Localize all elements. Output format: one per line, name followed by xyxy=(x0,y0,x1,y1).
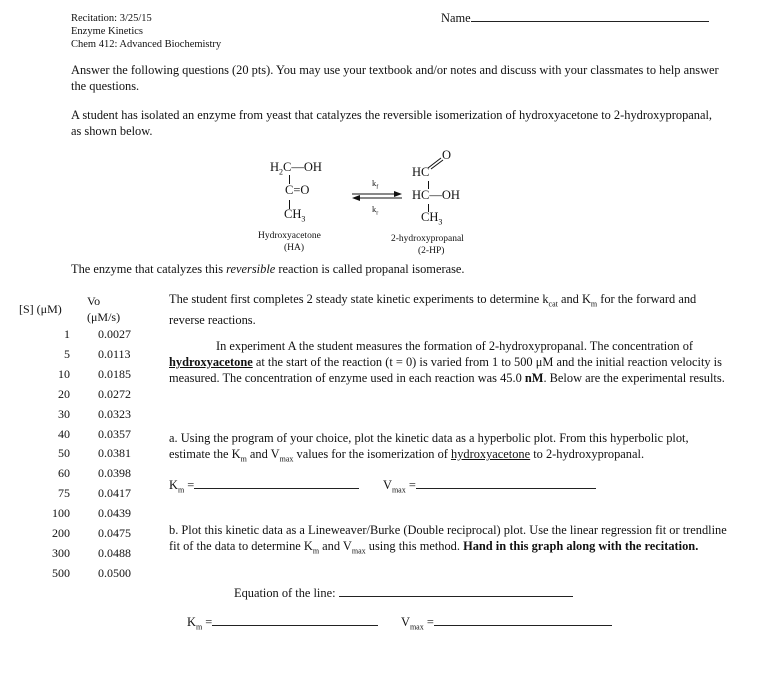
product-carbonyl-bond xyxy=(427,156,445,170)
velocity-cell: 0.0439 xyxy=(98,506,131,521)
question-b-km-blank[interactable] xyxy=(212,614,378,626)
reactant-top: $H_2C—OH$ xyxy=(270,160,322,177)
product-top: HC xyxy=(412,165,430,179)
substrate-cell: 20 xyxy=(58,386,70,401)
equilibrium-arrows xyxy=(350,190,404,202)
course: Chem 412: Advanced Biochemistry xyxy=(71,39,222,50)
substrate-cell: 50 xyxy=(58,446,70,461)
table-header-substrate: [S] (μM) xyxy=(19,302,62,316)
question-a-vmax-blank[interactable] xyxy=(416,477,596,489)
reactant-name: Hydroxyacetone xyxy=(258,231,321,241)
reactant-mid: C=O xyxy=(285,183,310,197)
velocity-cell: 0.0357 xyxy=(98,426,131,441)
steady-state-paragraph: The student first completes 2 steady state kinetic experiments to determine $k_{cat}$ and $K_m$ for the forward and reverse reactions. xyxy=(169,292,697,328)
substrate-cell: 30 xyxy=(58,406,70,421)
product-oxygen: O xyxy=(442,148,452,162)
velocity-cell: 0.0500 xyxy=(98,565,131,580)
question-a-km-answer[interactable]: $K_m$ = xyxy=(169,477,359,494)
name-field[interactable] xyxy=(441,10,709,26)
equation-of-line-answer[interactable]: Equation of the line: xyxy=(234,585,573,601)
recitation-date: Recitation: 3/25/15 xyxy=(71,13,152,24)
substrate-cell: 300 xyxy=(52,545,70,560)
question-a-km-blank[interactable] xyxy=(194,477,359,489)
substrate-cell: 1 xyxy=(64,327,70,341)
product-bottom: $CH_3$ xyxy=(421,210,443,227)
velocity-cell: 0.0475 xyxy=(98,526,131,540)
substrate-cell: 5 xyxy=(64,346,70,361)
substrate-cell: 100 xyxy=(52,506,70,521)
product-abbr: (2-HP) xyxy=(418,246,445,256)
table-header-velocity-a: Vo xyxy=(87,294,101,308)
velocity-cell: 0.0027 xyxy=(98,327,131,341)
substrate-cell: 200 xyxy=(52,526,70,540)
enzyme-description: A student has isolated an enzyme from yeast that catalyzes the reversible isomerization of hydroxyacetone to 2-hydroxypropanal, as shown below. xyxy=(71,108,713,138)
substrate-cell: 60 xyxy=(58,466,70,481)
substrate-cell: 500 xyxy=(52,565,70,580)
velocity-cell: 0.0398 xyxy=(98,466,131,481)
topic: Enzyme Kinetics xyxy=(71,26,144,37)
question-b-vmax-blank[interactable] xyxy=(434,614,612,626)
product-mid: HC—OH xyxy=(412,188,460,202)
substrate-cell: 75 xyxy=(58,486,70,501)
question-a: a. Using the program of your choice, plot the kinetic data as a hyperbolic plot. From this hyperbolic plot, estimate the $K_m$ and $V_{max}$ values for the isomerization of hydroxyacetone to 2-hydroxypropanal. xyxy=(169,431,689,464)
table-header-velocity-b: (μM/s) xyxy=(87,310,121,324)
velocity-cell: 0.0323 xyxy=(98,406,131,421)
reactant-bottom: $CH_3$ xyxy=(284,207,306,224)
velocity-cell: 0.0381 xyxy=(98,446,131,461)
equation-blank[interactable] xyxy=(339,585,573,597)
instructions: Answer the following questions (20 pts). You may use your textbook and/or notes and discuss with your classmates to help answer the questions. xyxy=(71,63,719,93)
kr-label: $k_r$ xyxy=(372,204,379,217)
name-blank[interactable] xyxy=(471,10,709,22)
velocity-cell: 0.0272 xyxy=(98,386,131,401)
experiment-a-paragraph: In experiment A the student measures the formation of 2-hydroxypropanal. The concentration of hydroxyacetone at the start of the reaction (t = 0) is varied from 1 to 500 μM and the initial reaction velocity is measured. The concentration of enzyme used in each reaction was 45.0 nM. Below are the experimental results. xyxy=(169,339,725,385)
reactant-abbr: (HA) xyxy=(284,243,305,253)
question-b: b. Plot this kinetic data as a Lineweaver/Burke (Double reciprocal) plot. Use the linear regression fit or trendline fit of the data to determine $K_m$ and $V_{max}$ using this method. Hand in this graph along with the recitation. xyxy=(169,523,727,556)
product-name: 2-hydroxypropanal xyxy=(391,234,464,244)
reactant-structure xyxy=(270,158,322,182)
velocity-cell: 0.0417 xyxy=(98,486,131,501)
header-block xyxy=(71,12,221,51)
velocity-cell: 0.0113 xyxy=(98,346,131,361)
question-b-km-answer[interactable]: $K_m$ = xyxy=(187,614,378,631)
substrate-cell: 10 xyxy=(58,366,70,381)
name-label: Name xyxy=(441,11,471,25)
substrate-cell: 40 xyxy=(58,426,70,441)
question-b-vmax-answer[interactable]: $V_{max}$ = xyxy=(401,614,612,631)
kf-label: $k_f$ xyxy=(372,178,379,191)
enzyme-sentence: The enzyme that catalyzes this reversible reaction is called propanal isomerase. xyxy=(71,262,465,276)
velocity-cell: 0.0185 xyxy=(98,366,131,381)
question-a-vmax-answer[interactable]: $V_{max}$ = xyxy=(383,477,596,494)
velocity-cell: 0.0488 xyxy=(98,545,131,560)
